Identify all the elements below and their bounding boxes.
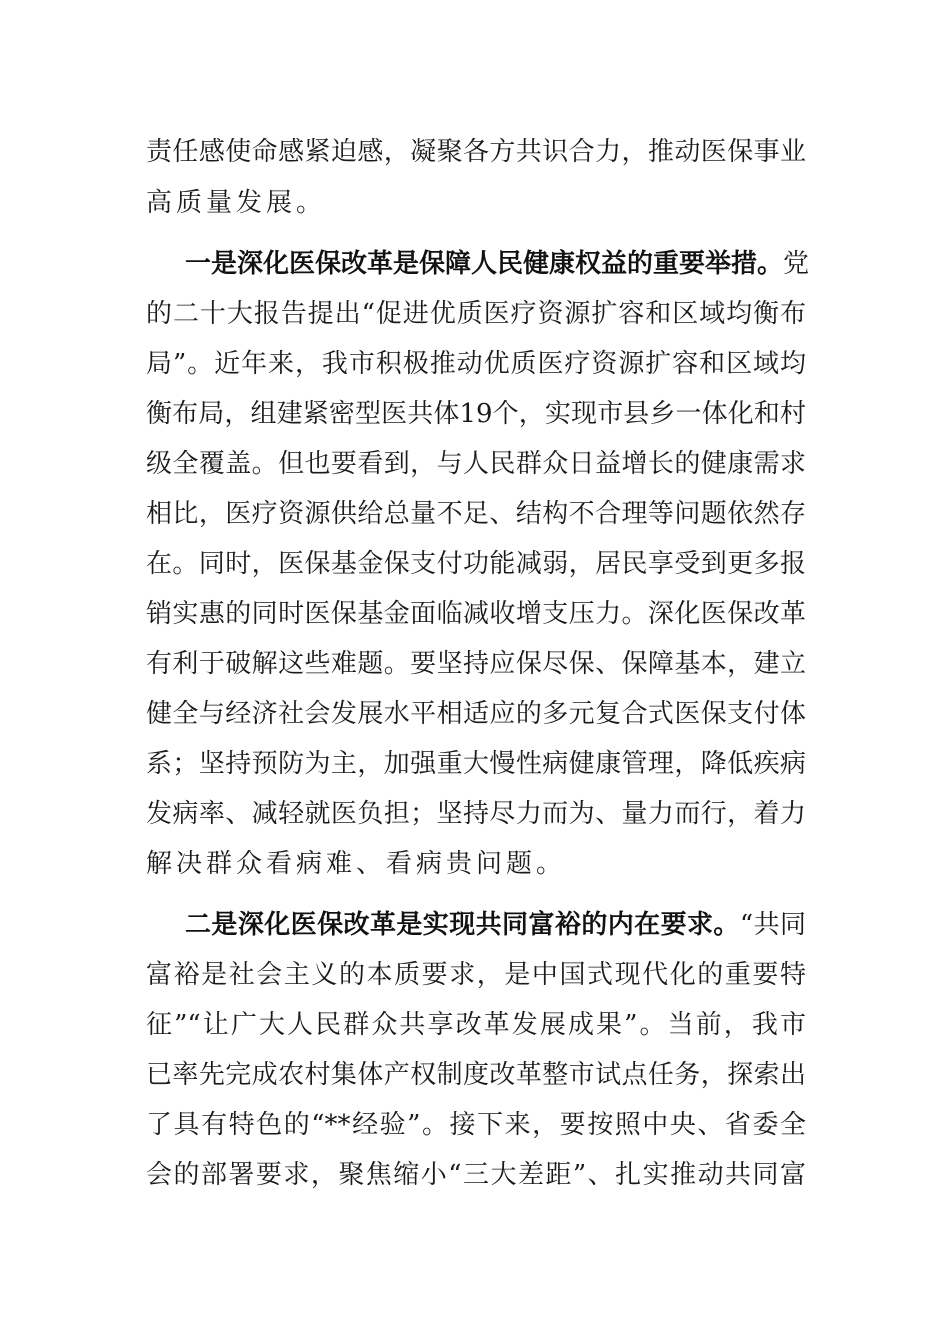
intro-line-1: 责任感使命感紧迫感，凝聚各方共识合力，推动医保事业 [146,137,806,167]
paragraph-one-line: 级全覆盖。但也要看到，与人民群众日益增长的健康需求 [146,449,806,479]
paragraph-one-heading: 一是深化医保改革是保障人民健康权益的重要举措。 [185,249,784,279]
paragraph-one-line: 的二十大报告提出“促进优质医疗资源扩容和区域均衡布 [146,299,806,329]
paragraph-two-first-line-tail: “共同 [739,910,806,940]
paragraph-two-line: 征”“让广大人民群众共享改革发展成果”。当前，我市 [146,1010,806,1040]
paragraph-one-line: 发病率、减轻就医负担；坚持尽力而为、量力而行，着力 [146,799,806,829]
paragraph-two-line: 富裕是社会主义的本质要求，是中国式现代化的重要特 [146,960,806,990]
paragraph-one-line: 局”。近年来，我市积极推动优质医疗资源扩容和区域均 [146,349,806,379]
paragraph-one-first-line [185,246,810,282]
paragraph-one-last-line: 解决群众看病难、看病贵问题。 [146,849,567,879]
paragraph-two-heading: 二是深化医保改革是实现共同富裕的内在要求。 [185,910,740,940]
paragraph-two-line: 会的部署要求，聚焦缩小“三大差距”、扎实推动共同富 [146,1160,806,1190]
paragraph-one-line: 相比，医疗资源供给总量不足、结构不合理等问题依然存 [146,499,806,529]
paragraph-two-line: 了具有特色的“**经验”。接下来，要按照中央、省委全 [146,1110,806,1140]
paragraph-one-line: 衡布局，组建紧密型医共体19个，实现市县乡一体化和村 [146,399,806,429]
paragraph-one-line: 系；坚持预防为主，加强重大慢性病健康管理，降低疾病 [146,749,806,779]
paragraph-one-first-line-tail: 党 [783,249,810,279]
paragraph-one-line: 销实惠的同时医保基金面临减收增支压力。深化医保改革 [146,599,806,629]
paragraph-one-line: 健全与经济社会发展水平相适应的多元复合式医保支付体 [146,699,806,729]
paragraph-two-first-line [185,907,806,943]
intro-line-2: 高质量发展。 [146,188,327,218]
paragraph-one-line: 有利于破解这些难题。要坚持应保尽保、保障基本，建立 [146,649,806,679]
paragraph-two-line: 已率先完成农村集体产权制度改革整市试点任务，探索出 [146,1060,806,1090]
paragraph-one-line: 在。同时，医保基金保支付功能减弱，居民享受到更多报 [146,549,806,579]
